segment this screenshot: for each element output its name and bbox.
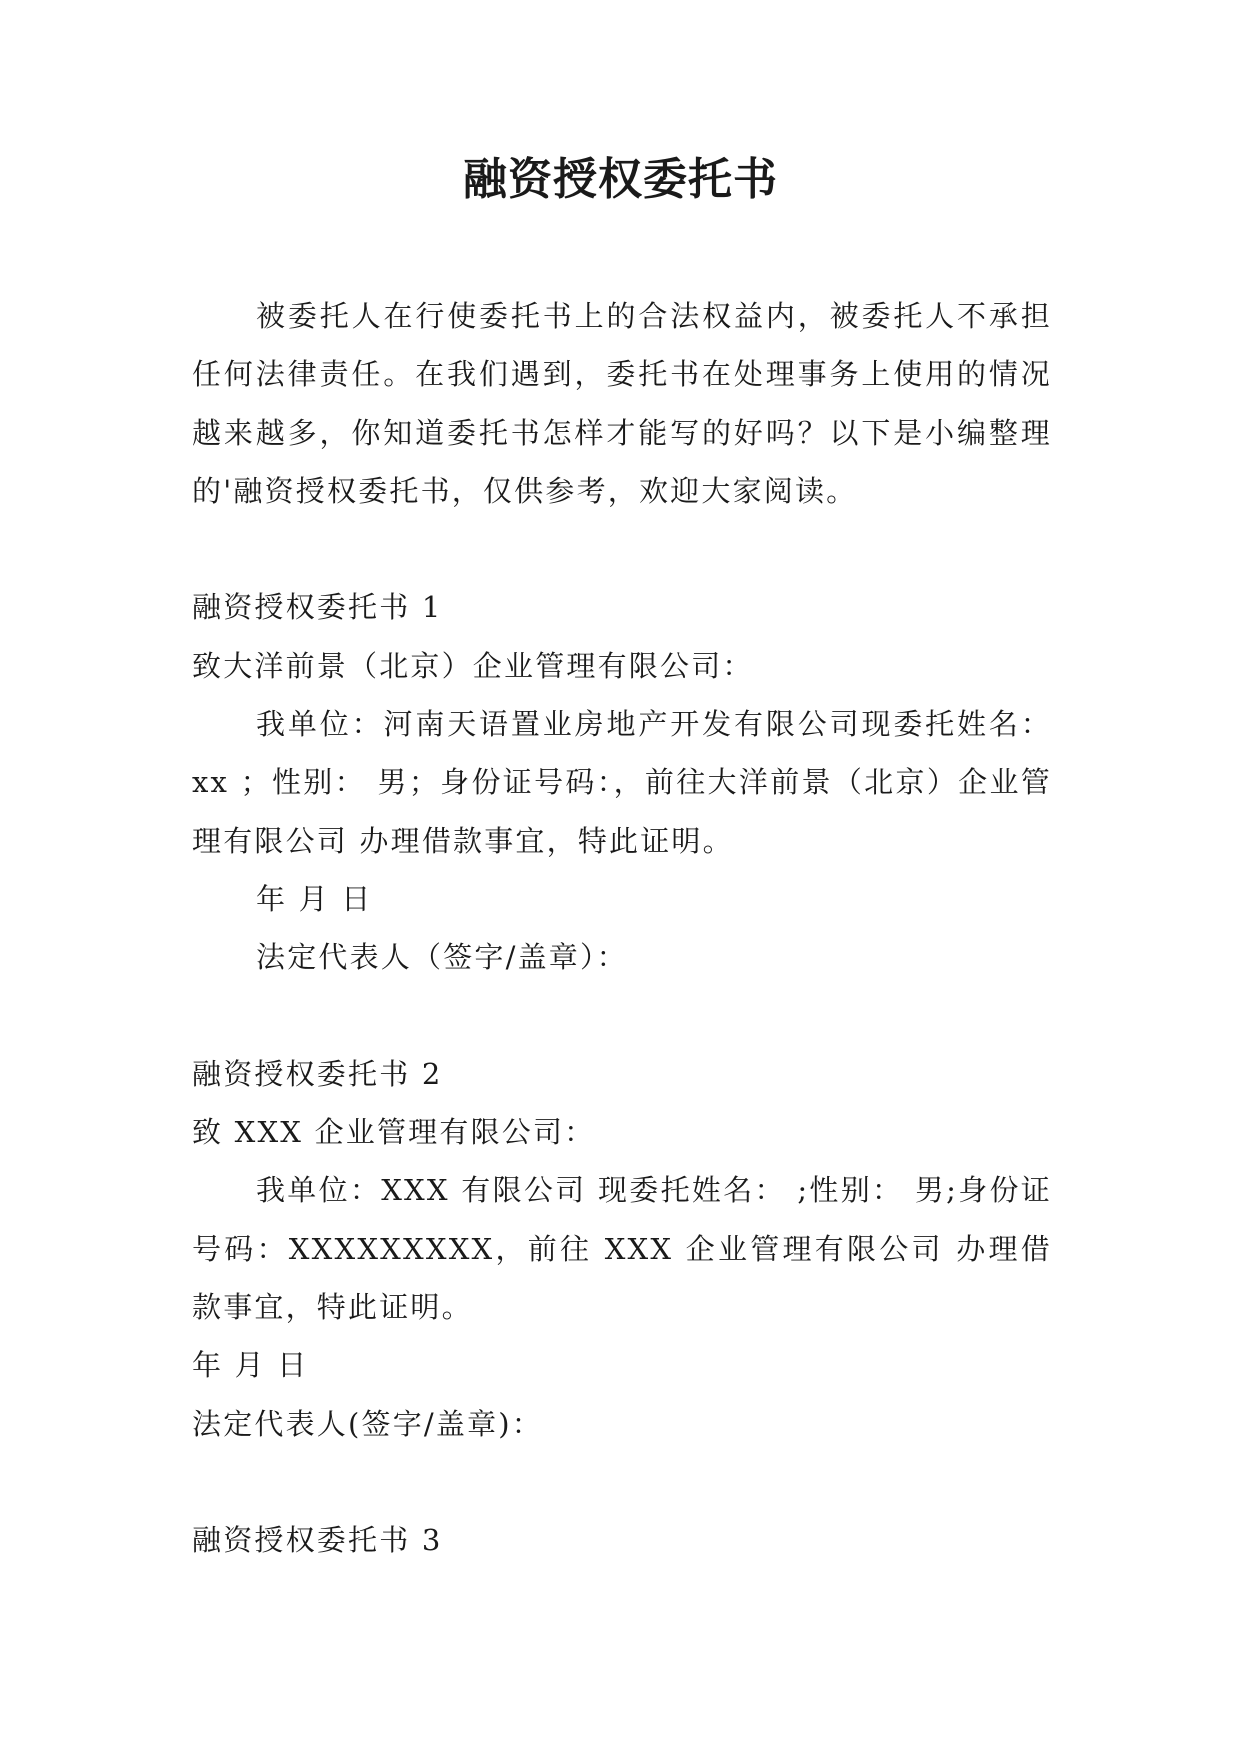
section2-date: 年 月 日 bbox=[192, 1348, 309, 1383]
spacer bbox=[192, 1453, 1052, 1511]
spacer bbox=[192, 520, 1052, 578]
section1-date: 年 月 日 bbox=[256, 881, 373, 916]
section2-body: 我单位：XXX 有限公司 现委托姓名： ;性别： 男;身份证号码：XXXXXXXXX，前往 XXX 企业管理有限公司 办理借款事宜，特此证明。 bbox=[192, 1173, 1052, 1325]
section3-heading: 融资授权委托书 3 bbox=[192, 1523, 443, 1558]
document-title: 融资授权委托书 bbox=[463, 154, 778, 205]
section1-heading: 融资授权委托书 1 bbox=[192, 590, 443, 625]
section1-signature: 法定代表人（签字/盖章）： bbox=[256, 940, 628, 975]
spacer bbox=[192, 987, 1052, 1045]
section1-body: 我单位：河南天语置业房地产开发有限公司现委托姓名：xx ；性别： 男；身份证号码：，前往大洋前景（北京）企业管理有限公司 办理借款事宜，特此证明。 bbox=[192, 707, 1052, 858]
section2-signature: 法定代表人(签字/盖章)： bbox=[192, 1406, 543, 1441]
document-body bbox=[192, 287, 1052, 1570]
section2-addressee: 致 XXX 企业管理有限公司： bbox=[192, 1115, 596, 1150]
section1-addressee: 致大洋前景（北京）企业管理有限公司： bbox=[192, 648, 754, 683]
section2-heading: 融资授权委托书 2 bbox=[192, 1056, 443, 1091]
intro-paragraph: 被委托人在行使委托书上的合法权益内，被委托人不承担任何法律责任。在我们遇到，委托书在处理事务上使用的情况越来越多，你知道委托书怎样才能写的好吗？以下是小编整理的'融资授权委托书，仅供参考，欢迎大家阅读。 bbox=[192, 299, 1052, 508]
